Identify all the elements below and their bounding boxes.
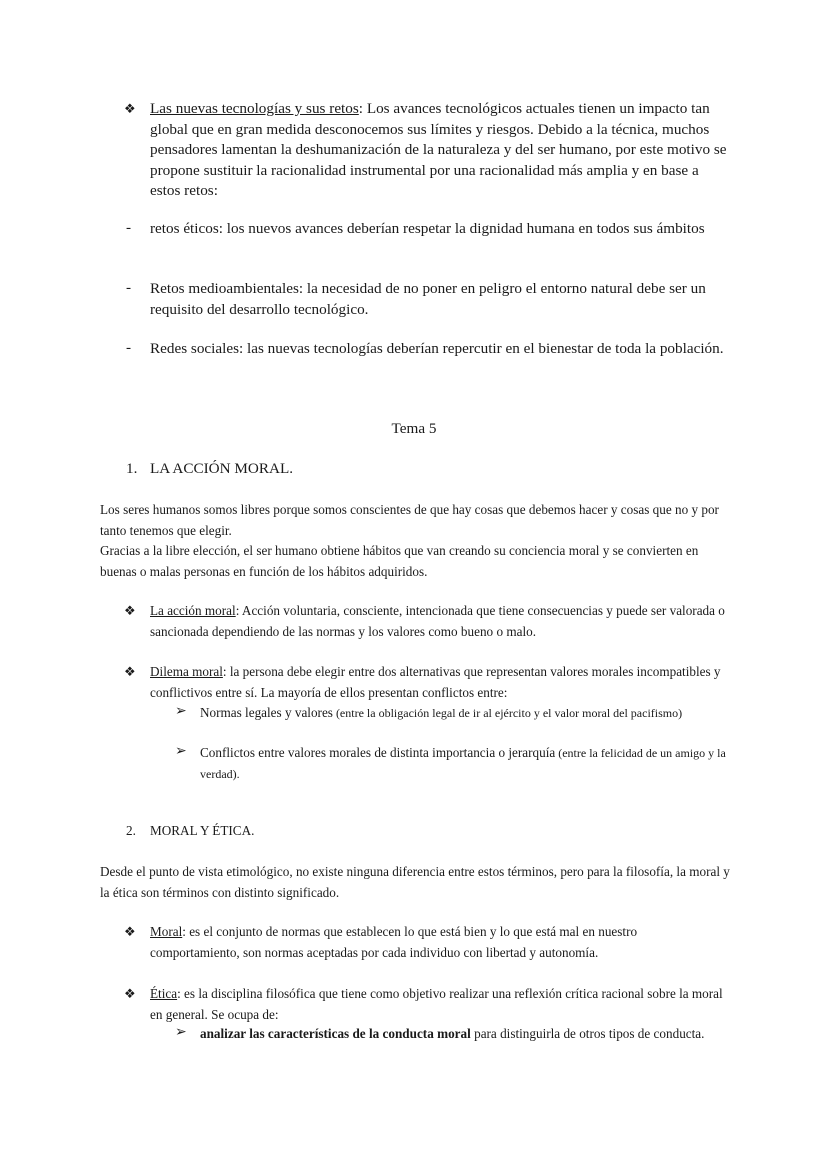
dilema-subitem (200, 743, 730, 784)
accion-moral-paragraph (150, 601, 735, 642)
challenge-item: Retos medioambientales: la necesidad de no poner en peligro el entorno natural debe ser un requisito del desarrollo tecnológico. (150, 280, 706, 318)
challenge-item: retos éticos: los nuevos avances deberían respetar la dignidad humana en todos sus ámbitos (150, 220, 705, 237)
dilema-subitem-detail: (entre la obligación legal de ir al ejército y el valor moral del pacifismo) (332, 706, 683, 720)
etica-subitem-rest: para distinguirla de otros tipos de conducta. (470, 1026, 705, 1041)
accion-moral-term: La acción moral (150, 603, 236, 618)
tech-challenges-paragraph (150, 99, 730, 202)
tema-title: Tema 5 (391, 420, 437, 437)
etica-term: Ética (150, 986, 178, 1001)
etica-subitem-bold: analizar las características de la conducta moral (200, 1026, 471, 1041)
moral-text: : es el conjunto de normas que establecen lo que está bien y lo que está mal en nuestro comportamiento, son normas aceptadas por cada individuo con libertad y autonomía. (150, 924, 638, 960)
dash-bullet: - (126, 339, 132, 356)
dilema-moral-paragraph (150, 662, 725, 703)
dilema-moral-text: : la persona debe elegir entre dos alternativas que representan valores morales incompatibles y conflictivos entre sí. La mayoría de ellos presentan conflictos entre: (150, 664, 721, 700)
heading-1: LA ACCIÓN MORAL. (150, 460, 294, 477)
dilema-subitem-detail: (entre la felicidad de un amigo y la verdad). (200, 746, 726, 781)
paragraph-libertad: Los seres humanos somos libres porque somos conscientes de que hay cosas que debemos hacer y cosas que no y por tanto tenemos que elegir. (100, 502, 719, 538)
challenge-item: Redes sociales: las nuevas tecnologías deberían repercutir en el bienestar de toda la población. (150, 340, 724, 357)
heading-2: MORAL Y ÉTICA. (150, 823, 255, 838)
dilema-subitem-main: Conflictos entre valores morales de distinta importancia o jerarquía (200, 745, 556, 760)
moral-term: Moral (150, 924, 183, 939)
diamond-bullet-icon: ❖ (124, 924, 136, 939)
paragraph-eleccion: Gracias a la libre elección, el ser humano obtiene hábitos que van creando su conciencia moral y se convierten en buenas o malas personas en función de los hábitos adquiridos. (100, 543, 699, 579)
diamond-bullet-icon: ❖ (124, 986, 136, 1001)
diamond-bullet-icon: ❖ (124, 101, 136, 116)
diamond-bullet-icon: ❖ (124, 664, 136, 679)
heading-1-number: 1. (126, 460, 138, 477)
tech-challenges-term: Las nuevas tecnologías y sus retos (150, 100, 359, 117)
etica-text: : es la disciplina filosófica que tiene como objetivo realizar una reflexión crítica racional sobre la moral en general. Se ocupa de: (150, 986, 723, 1022)
dash-bullet: - (126, 219, 132, 236)
arrow-bullet-icon: ➢ (175, 744, 187, 759)
arrow-bullet-icon: ➢ (175, 704, 187, 719)
dilema-subitem (200, 703, 730, 724)
heading-2-number: 2. (126, 823, 136, 838)
accion-moral-text: : Acción voluntaria, consciente, intencionada que tiene consecuencias y puede ser valorada o sancionada dependiendo de las normas y los valores como bueno o malo. (150, 603, 725, 639)
paragraph-etimologia: Desde el punto de vista etimológico, no existe ninguna diferencia entre estos términos, pero para la filosofía, la moral y la ética son términos con distinto significado. (100, 864, 730, 900)
dilema-subitem-main: Normas legales y valores (200, 705, 333, 720)
dash-bullet: - (126, 279, 132, 296)
dilema-moral-term: Dilema moral (150, 664, 223, 679)
arrow-bullet-icon: ➢ (175, 1025, 187, 1040)
etica-paragraph (150, 984, 730, 1025)
moral-paragraph (150, 922, 730, 963)
diamond-bullet-icon: ❖ (124, 603, 136, 618)
etica-subitem (200, 1024, 730, 1045)
tech-challenges-text: : Los avances tecnológicos actuales tienen un impacto tan global que en gran medida desconocemos sus límites y riesgos. Debido a la técnica, muchos pensadores lamentan la deshumanización de la naturaleza y del ser humano, por este motivo se propone sustituir la racionalidad instrumental por una racionalidad más amplia y en base a estos retos: (150, 100, 727, 199)
